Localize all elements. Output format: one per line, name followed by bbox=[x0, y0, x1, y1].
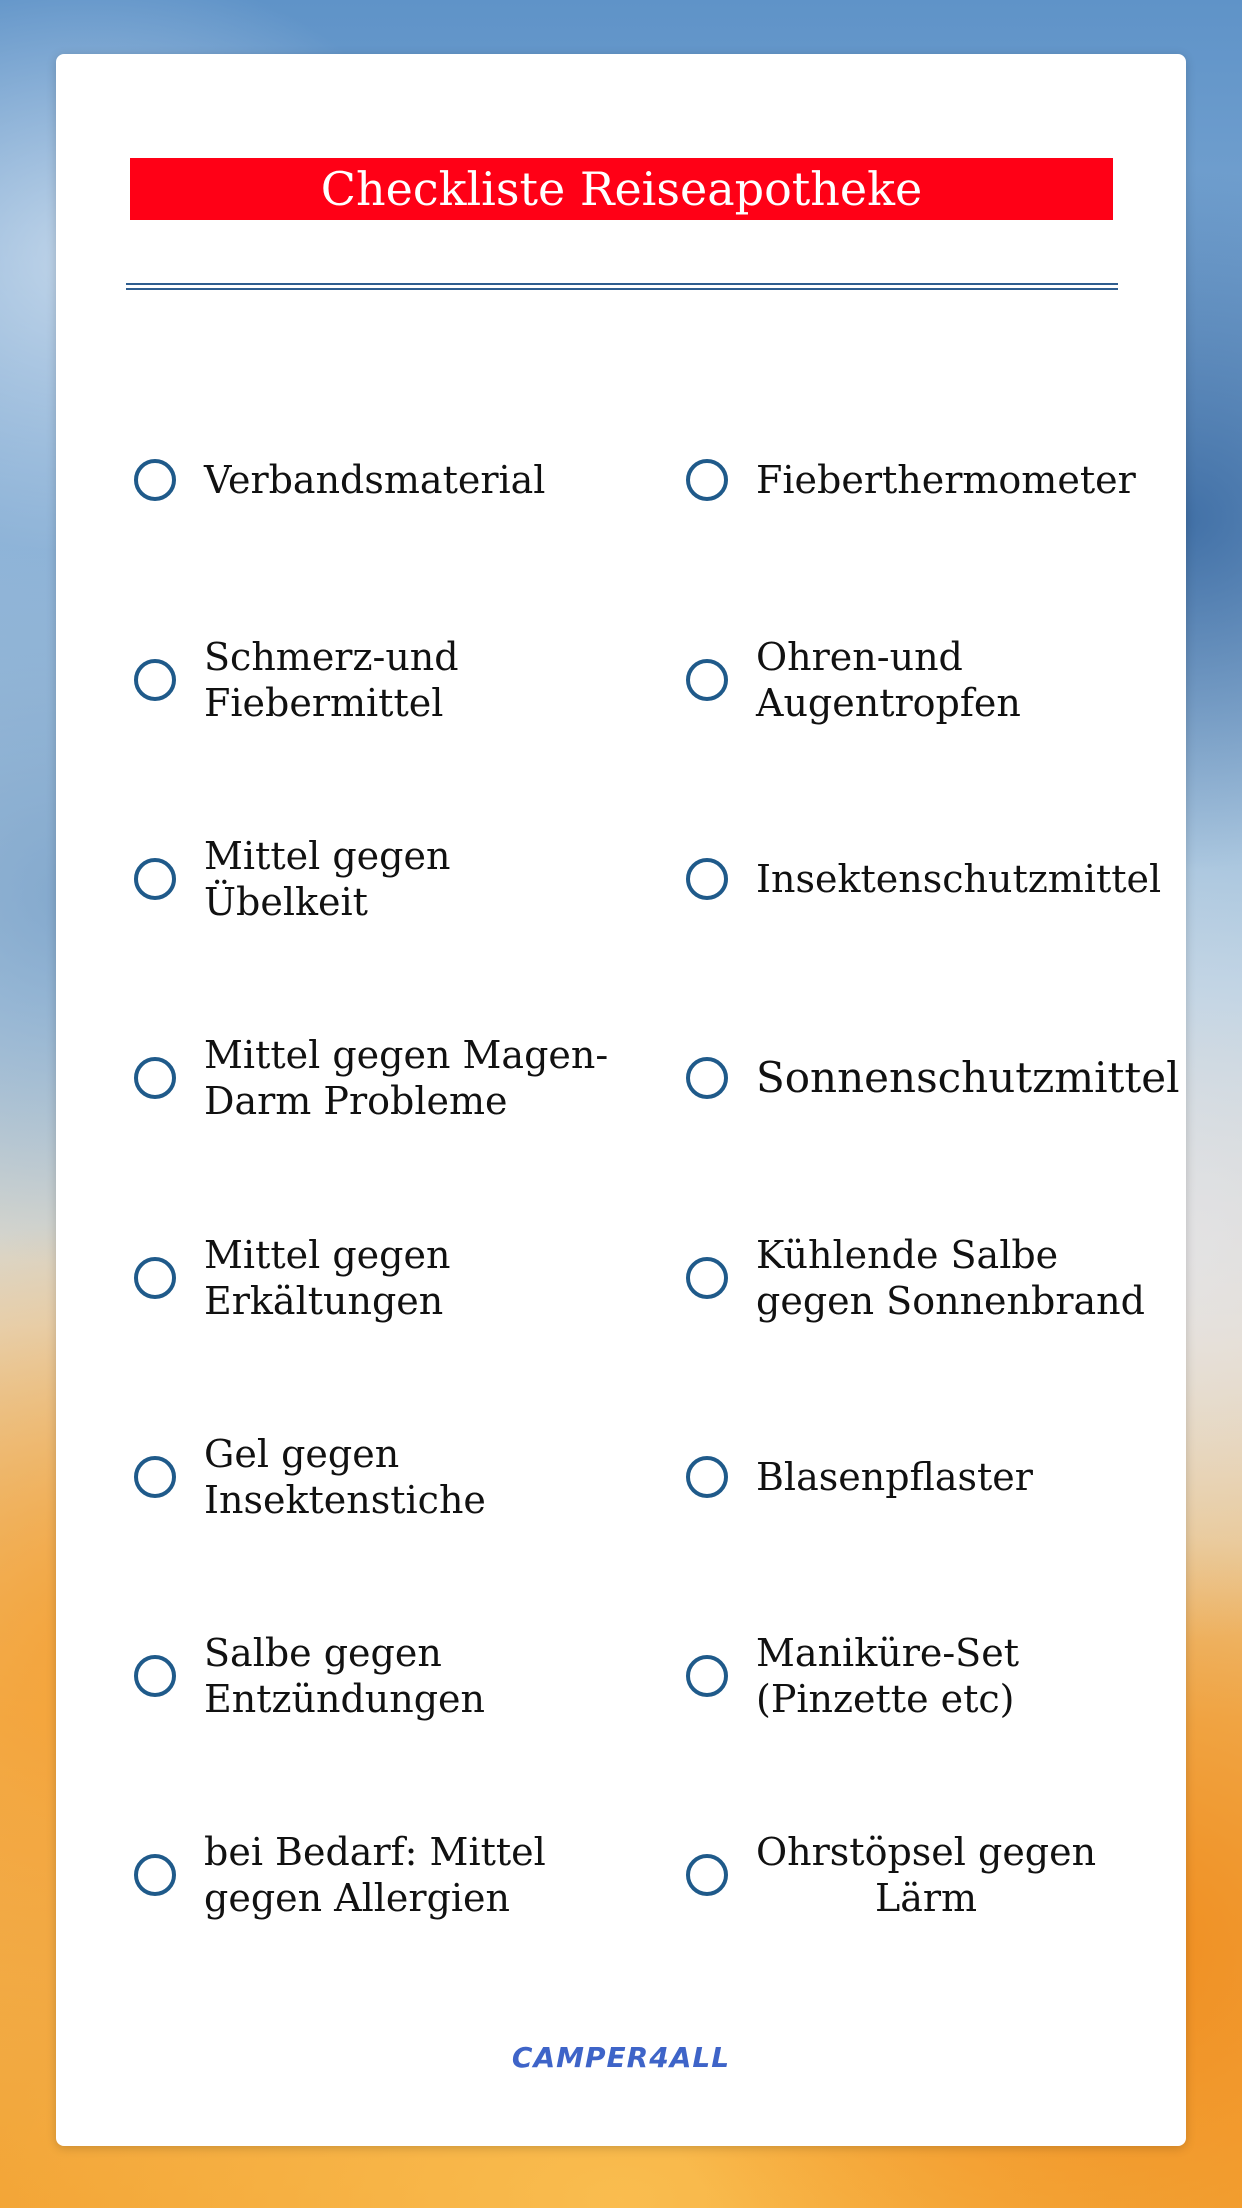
checklist-item-label: Mittel gegen Magen- Darm Probleme bbox=[204, 1033, 609, 1123]
checklist-item-erkaeltungen[interactable] bbox=[134, 1228, 634, 1328]
empty-circle-icon[interactable] bbox=[686, 858, 728, 900]
empty-circle-icon[interactable] bbox=[686, 1257, 728, 1299]
checklist-item-label: Sonnenschutzmittel bbox=[756, 1053, 1180, 1102]
checklist-item-label: Mittel gegen Erkältungen bbox=[204, 1233, 451, 1323]
checklist-item-ohrstoepsel[interactable] bbox=[686, 1825, 1226, 1925]
checklist-item-ohren-augentropfen[interactable] bbox=[686, 630, 1226, 730]
empty-circle-icon[interactable] bbox=[134, 659, 176, 701]
empty-circle-icon[interactable] bbox=[134, 1257, 176, 1299]
checklist-item-label: Blasenpflaster bbox=[756, 1455, 1033, 1499]
checklist-item-label: Mittel gegen Übelkeit bbox=[204, 834, 451, 924]
checklist-item-label: Ohren-und Augentropfen bbox=[756, 635, 1021, 725]
checklist-item-schmerzmittel[interactable] bbox=[134, 630, 634, 730]
checklist-item-allergien[interactable] bbox=[134, 1825, 634, 1925]
checklist-item-label: Schmerz-und Fiebermittel bbox=[204, 635, 459, 725]
checklist-item-label: Insektenschutzmittel bbox=[756, 857, 1162, 901]
checklist-item-label: Maniküre-Set (Pinzette etc) bbox=[756, 1631, 1019, 1721]
checklist-item-insektenstiche[interactable] bbox=[134, 1427, 634, 1527]
checklist-item-label: Verbandsmaterial bbox=[204, 458, 546, 502]
checklist-item-blasenpflaster[interactable] bbox=[686, 1427, 1226, 1527]
empty-circle-icon[interactable] bbox=[134, 1456, 176, 1498]
title-divider bbox=[126, 283, 1118, 290]
checklist-item-fieberthermometer[interactable] bbox=[686, 430, 1226, 530]
empty-circle-icon[interactable] bbox=[686, 1655, 728, 1697]
empty-circle-icon[interactable] bbox=[686, 1854, 728, 1896]
checklist-item-label: Salbe gegen Entzündungen bbox=[204, 1631, 486, 1721]
checklist-item-sonnenschutzmittel[interactable] bbox=[686, 1028, 1226, 1128]
checklist-item-label: Fieberthermometer bbox=[756, 458, 1136, 502]
checklist-item-label: Ohrstöpsel gegen Lärm bbox=[756, 1830, 1097, 1920]
empty-circle-icon[interactable] bbox=[686, 1057, 728, 1099]
camper4all-logo: CAMPER4ALL bbox=[511, 2041, 731, 2074]
page-title: Checkliste Reiseapotheke bbox=[130, 158, 1113, 220]
checklist-item-entzuendungen[interactable] bbox=[134, 1626, 634, 1726]
empty-circle-icon[interactable] bbox=[686, 1456, 728, 1498]
empty-circle-icon[interactable] bbox=[686, 659, 728, 701]
empty-circle-icon[interactable] bbox=[134, 1655, 176, 1697]
checklist-card bbox=[56, 54, 1186, 2146]
checklist-item-label: Gel gegen Insektenstiche bbox=[204, 1432, 486, 1522]
empty-circle-icon[interactable] bbox=[134, 1854, 176, 1896]
empty-circle-icon[interactable] bbox=[134, 1057, 176, 1099]
empty-circle-icon[interactable] bbox=[134, 459, 176, 501]
empty-circle-icon[interactable] bbox=[686, 459, 728, 501]
checklist-item-insektenschutzmittel[interactable] bbox=[686, 829, 1226, 929]
checklist-item-manikuere-set[interactable] bbox=[686, 1626, 1226, 1726]
checklist-item-verbandsmaterial[interactable] bbox=[134, 430, 634, 530]
checklist-item-uebelkeit[interactable] bbox=[134, 829, 634, 929]
empty-circle-icon[interactable] bbox=[134, 858, 176, 900]
checklist-item-label: bei Bedarf: Mittel gegen Allergien bbox=[204, 1830, 546, 1920]
checklist-item-kuehlende-salbe[interactable] bbox=[686, 1228, 1226, 1328]
checklist-item-magen-darm[interactable] bbox=[134, 1028, 634, 1128]
checklist-item-label: Kühlende Salbe gegen Sonnenbrand bbox=[756, 1233, 1145, 1323]
